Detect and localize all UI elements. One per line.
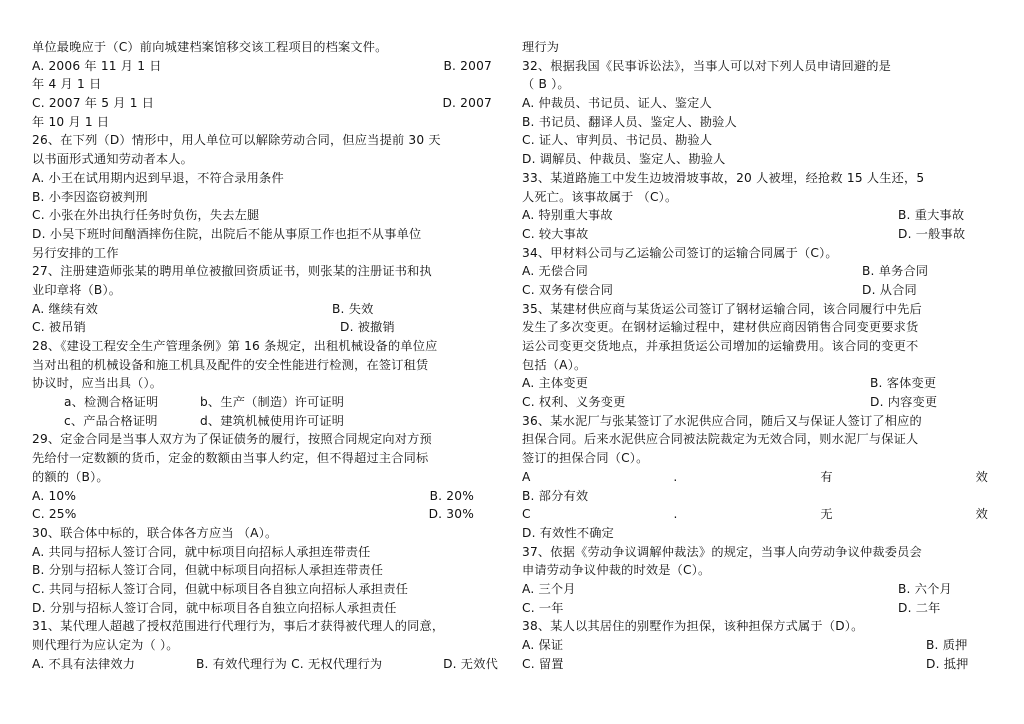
option-c: c、产品合格证明 xyxy=(64,413,158,428)
text-line: 理行为 xyxy=(522,40,560,54)
option-d: D. 一般事故 xyxy=(898,226,966,241)
option-d: D. 调解员、仲裁员、鉴定人、勘验人 xyxy=(522,152,726,167)
text-line: 年 10 月 1 日 xyxy=(32,114,110,129)
option-row xyxy=(522,655,990,674)
question-29-cont: 先给付一定数额的货币，定金的数额由当事人约定，但不得超过主合同标 xyxy=(32,451,429,466)
option-row xyxy=(522,580,990,599)
option-a: A. 继续有效 xyxy=(32,301,99,316)
question-36-cont: 担保合同。后来水泥供应合同被法院裁定为无效合同，则水泥厂与保证人 xyxy=(522,432,919,447)
option-a: A. 不具有法律效力 xyxy=(32,656,136,671)
option-row xyxy=(32,505,498,524)
option-row xyxy=(32,393,498,412)
question-29: 29、定金合同是当事人双方为了保证债务的履行，按照合同规定向对方预 xyxy=(32,432,432,447)
option-d: D. 被撤销 xyxy=(340,320,395,335)
option-d: D. 内容变更 xyxy=(870,395,938,410)
question-31: 31、某代理人超越了授权范围进行代理行为，事后才获得被代理人的同意， xyxy=(32,619,445,634)
question-33: 33、某道路施工中发生边坡滑坡事故，20 人被埋，经抢救 15 人生还，5 xyxy=(522,170,925,185)
option-d: D. 有效性不确定 xyxy=(522,525,615,540)
option-a: A. 小王在试用期内迟到早退，不符合录用条件 xyxy=(32,170,284,185)
option-b: B. 20% xyxy=(429,488,474,503)
option-row xyxy=(522,206,990,225)
option-b: B. 客体变更 xyxy=(870,376,937,391)
question-27: 27、注册建造师张某的聘用单位被撤回资质证书，则张某的注册证书和执 xyxy=(32,264,432,279)
option-d-cont: 另行安排的工作 xyxy=(32,245,119,260)
option-c: C. 小张在外出执行任务时负伤，失去左腿 xyxy=(32,208,260,223)
option-a: a、检测合格证明 xyxy=(64,395,159,410)
option-c: C. 较大事故 xyxy=(522,226,589,241)
option-b: B. 书记员、翻译人员、鉴定人、勘验人 xyxy=(522,114,737,129)
question-33-cont: 人死亡。该事故属于 （C）。 xyxy=(522,189,678,204)
option-a: A. 三个月 xyxy=(522,581,576,596)
text-line: 年 4 月 1 日 xyxy=(32,77,102,92)
option-row xyxy=(32,94,498,113)
option-a: A. 无偿合同 xyxy=(522,264,589,279)
option-a: A. 仲裁员、书记员、证人、鉴定人 xyxy=(522,96,712,111)
option-row xyxy=(32,655,498,674)
option-row xyxy=(522,225,990,244)
option-d: D. 抵押 xyxy=(926,656,969,671)
option-row xyxy=(522,262,990,281)
option-d: D. 小吴下班时间酗酒摔伤住院，出院后不能从事原工作也拒不从事单位 xyxy=(32,226,422,241)
question-36: 36、某水泥厂与张某签订了水泥供应合同，随后又与保证人签订了相应的 xyxy=(522,413,922,428)
question-35-cont: 运公司变更交货地点，并承担货运公司增加的运输费用。该合同的变更不 xyxy=(522,339,919,353)
question-26: 26、在下列（D）情形中，用人单位可以解除劳动合同，但应当提前 30 天 xyxy=(32,133,441,148)
option-b: B. 部分有效 xyxy=(522,488,589,503)
option-a-justified: A . 有 效 xyxy=(522,469,988,484)
question-30: 30、联合体中标的，联合体各方应当 （A）。 xyxy=(32,525,278,540)
question-32-cont: （ B ）。 xyxy=(522,77,570,92)
option-row xyxy=(522,636,990,655)
option-c: C. 25% xyxy=(32,507,77,522)
question-27-cont: 业印章将（B）。 xyxy=(32,282,122,297)
option-c: C. 证人、审判员、书记员、勘验人 xyxy=(522,133,713,148)
option-c: C. 权利、义务变更 xyxy=(522,395,626,410)
question-37: 37、依据《劳动争议调解仲裁法》的规定，当事人向劳动争议仲裁委员会 xyxy=(522,544,922,559)
option-d: d、建筑机械使用许可证明 xyxy=(200,413,345,428)
question-26-cont: 以书面形式通知劳动者本人。 xyxy=(32,152,194,167)
option-row xyxy=(32,57,498,76)
option-a: A. 10% xyxy=(32,488,77,503)
option-b: B. 小李因盗窃被判刑 xyxy=(32,189,148,204)
option-row xyxy=(522,599,990,618)
question-37-cont: 申请劳动争议仲裁的时效是（C）。 xyxy=(522,563,711,578)
option-b: B. 分别与招标人签订合同，但就中标项目向招标人承担连带责任 xyxy=(32,563,384,578)
option-b: B. 六个月 xyxy=(898,581,952,596)
option-c: C. 共同与招标人签订合同，但就中标项目各自独立向招标人承担责任 xyxy=(32,581,409,596)
option-row xyxy=(32,487,498,506)
option-row xyxy=(32,318,498,337)
option-d: D. 无效代 xyxy=(443,656,498,671)
question-28-cont: 当对出租的机械设备和施工机具及配件的安全性能进行检测，在签订租赁 xyxy=(32,357,429,372)
question-36-cont: 签订的担保合同（C）。 xyxy=(522,451,649,466)
question-31-cont: 则代理行为应认定为（ ）。 xyxy=(32,638,179,652)
option-b: b、生产（制造）许可证明 xyxy=(200,395,345,410)
option-b: B. 重大事故 xyxy=(898,208,965,223)
option-b: B. 质押 xyxy=(926,638,968,652)
option-d: D. 2007 xyxy=(442,96,492,111)
question-35-cont: 包括（A）。 xyxy=(522,357,587,372)
question-38: 38、某人以其居住的别墅作为担保，该种担保方式属于（D）。 xyxy=(522,619,864,634)
option-a: A. 共同与招标人签订合同，就中标项目向招标人承担连带责任 xyxy=(32,544,371,559)
option-c-justified: C . 无 效 xyxy=(522,507,988,522)
option-c: C. 一年 xyxy=(522,600,564,615)
question-32: 32、根据我国《民事诉讼法》，当事人可以对下列人员申请回避的是 xyxy=(522,58,892,73)
option-b: B. 失效 xyxy=(332,301,374,316)
left-column xyxy=(32,38,498,673)
option-a: A. 主体变更 xyxy=(522,376,589,391)
option-a: A. 2006 年 11 月 1 日 xyxy=(32,58,162,73)
option-row xyxy=(522,374,990,393)
option-b: B. 2007 xyxy=(443,58,492,73)
option-c: C. 留置 xyxy=(522,656,564,671)
question-28: 28、《建设工程安全生产管理条例》第 16 条规定，出租机械设备的单位应 xyxy=(32,339,438,353)
option-row xyxy=(32,300,498,319)
option-bc: B. 有效代理行为 C. 无权代理行为 xyxy=(195,656,383,671)
option-b: B. 单务合同 xyxy=(862,264,929,279)
option-d: D. 从合同 xyxy=(862,282,917,297)
text-line: 单位最晚应于（C）前向城建档案馆移交该工程项目的档案文件。 xyxy=(32,40,388,54)
question-35-cont: 发生了多次变更。在钢材运输过程中，建材供应商因销售合同变更要求货 xyxy=(522,320,919,335)
option-d: D. 分别与招标人签订合同，就中标项目各自独立向招标人承担责任 xyxy=(32,600,397,615)
option-row xyxy=(522,393,990,412)
option-d: D. 30% xyxy=(428,507,474,522)
option-c: C. 双务有偿合同 xyxy=(522,282,614,297)
option-a: A. 保证 xyxy=(522,638,564,652)
option-c: C. 被吊销 xyxy=(32,320,87,335)
option-row xyxy=(522,281,990,300)
option-c: C. 2007 年 5 月 1 日 xyxy=(32,96,155,111)
question-29-cont: 的额的（B）。 xyxy=(32,469,109,484)
option-d: D. 二年 xyxy=(898,600,941,615)
question-35: 35、某建材供应商与某货运公司签订了钢材运输合同，该合同履行中先后 xyxy=(522,301,922,316)
option-row xyxy=(32,412,498,431)
question-28-cont: 协议时，应当出具（）。 xyxy=(32,376,163,391)
option-a: A. 特别重大事故 xyxy=(522,208,613,223)
right-column xyxy=(522,38,990,673)
question-34: 34、甲材料公司与乙运输公司签订的运输合同属于（C）。 xyxy=(522,245,838,260)
